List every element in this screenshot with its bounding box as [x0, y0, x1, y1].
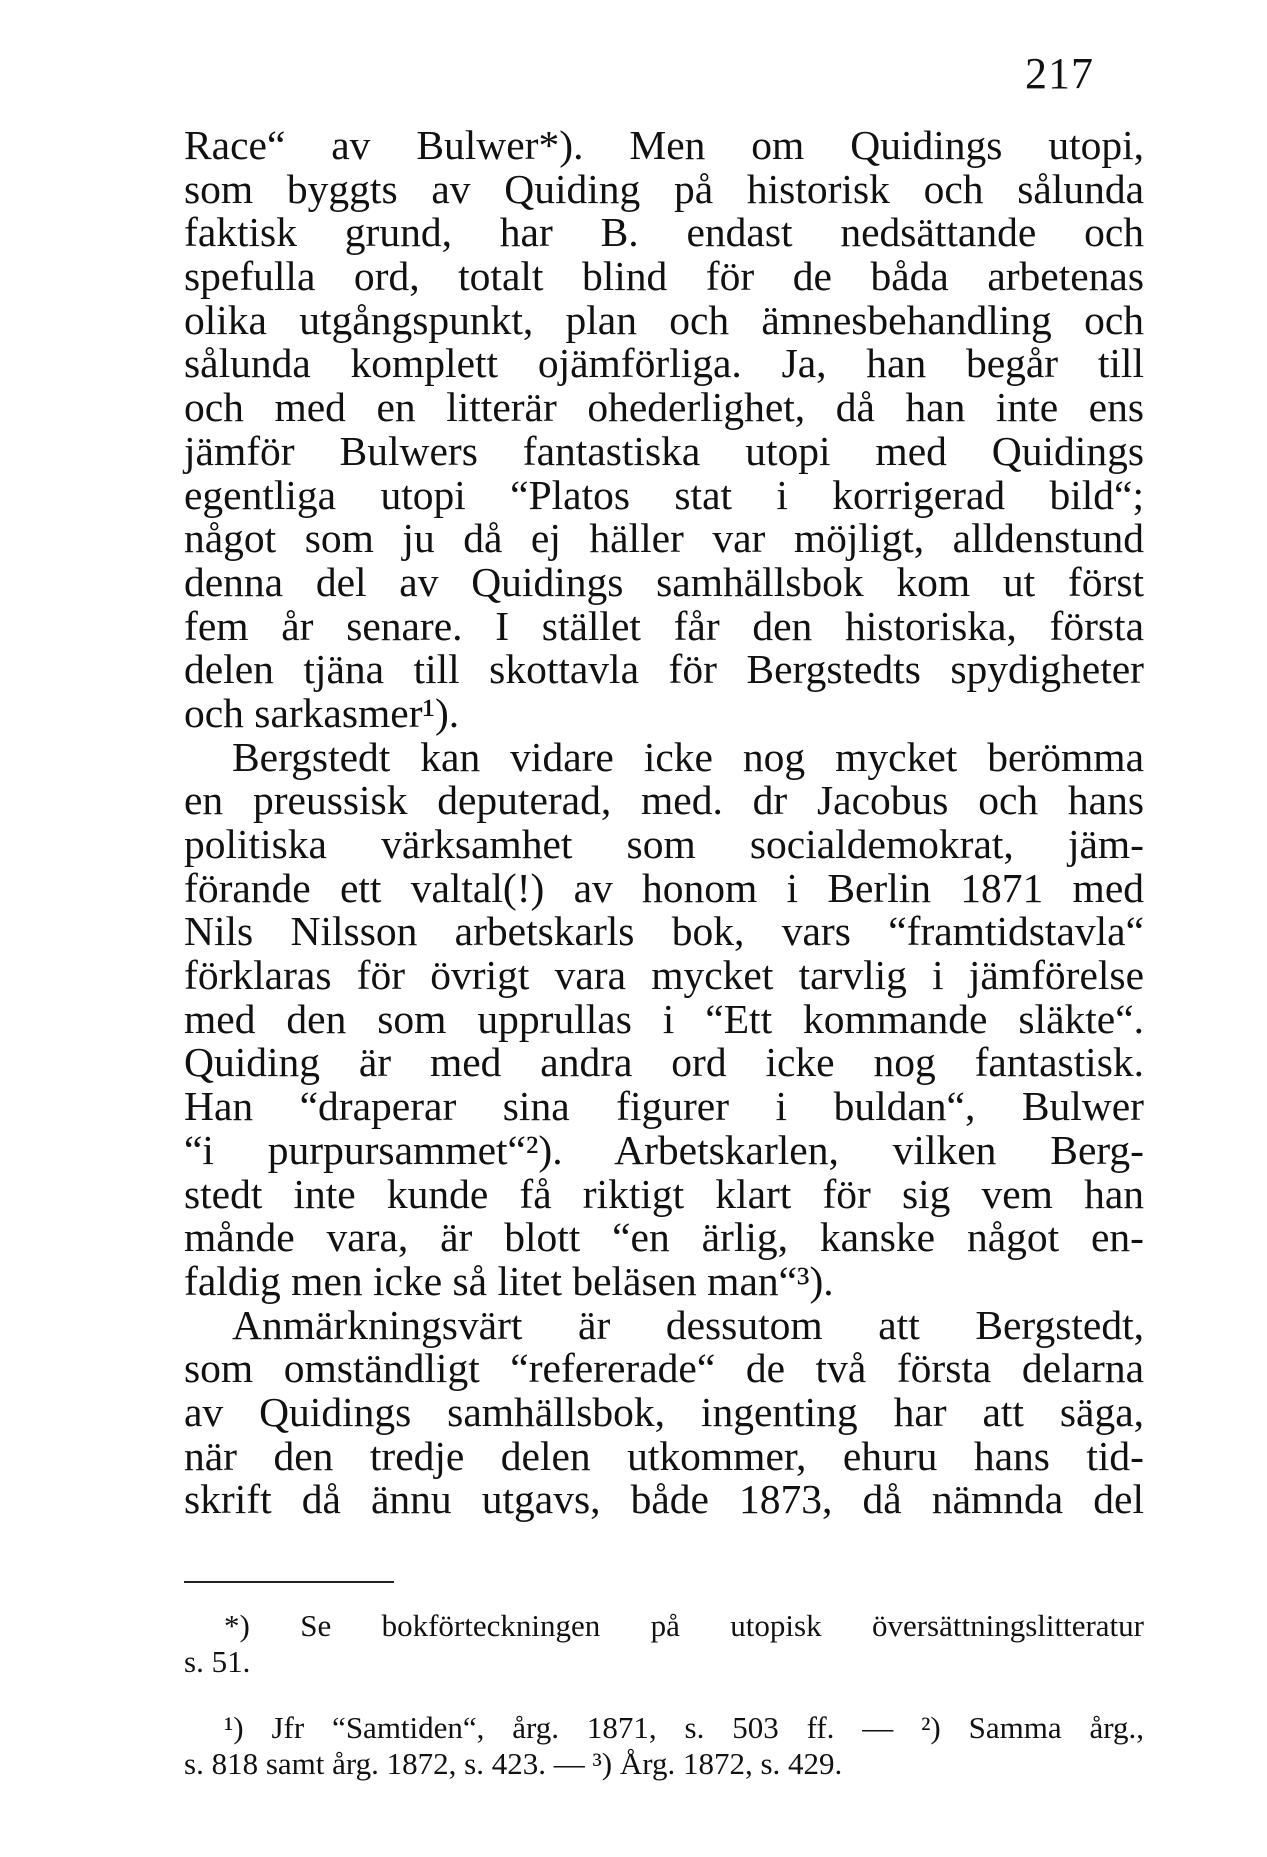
- text-line: en preussisk deputerad, med. dr Jacobus och hans: [184, 777, 1144, 824]
- text-line: när den tredje delen utkommer, ehuru hans tid-: [184, 1432, 1144, 1479]
- paragraph-3: [184, 1301, 1144, 1523]
- text-line: olika utgångspunkt, plan och ämnesbehandling och: [184, 296, 1144, 343]
- footnote-line: ¹) Jfr “Samtiden“, årg. 1871, s. 503 ff. — ²) Samma årg.,: [224, 1710, 1144, 1745]
- footnote-line: s. 818 samt årg. 1872, s. 423. — ³) Årg. 1872, s. 429.: [184, 1746, 843, 1781]
- footnote-numbered: [184, 1710, 1144, 1782]
- page-number: 217: [1025, 49, 1094, 98]
- text-line: denna del av Quidings samhällsbok kom ut först: [184, 558, 1144, 605]
- text-line: jämför Bulwers fantastiska utopi med Quidings: [184, 427, 1144, 474]
- text-line: fem år senare. I stället får den historiska, första: [184, 602, 1144, 649]
- footnote-divider: [184, 1581, 394, 1583]
- text-line: Bergstedt kan vidare icke nog mycket berömma: [232, 733, 1144, 780]
- text-line: egentliga utopi “Platos stat i korrigerad bild“;: [184, 471, 1144, 518]
- paragraph-1: [184, 124, 1144, 736]
- text-line: spefulla ord, totalt blind för de båda arbetenas: [184, 253, 1144, 300]
- body-text: [184, 124, 1144, 1522]
- footnote-line: *) Se bokförteckningen på utopisk översättningslitteratur: [224, 1608, 1144, 1643]
- text-line: faktisk grund, har B. endast nedsättande och: [184, 209, 1144, 256]
- text-line: Nils Nilsson arbetskarls bok, vars “framtidstavla“: [184, 908, 1144, 955]
- text-line: och sarkasmer¹).: [184, 689, 460, 736]
- text-line: Race“ av Bulwer*). Men om Quidings utopi,: [184, 122, 1144, 168]
- text-line: månde vara, är blott “en ärlig, kanske något en-: [184, 1214, 1144, 1261]
- footnote-gap: [184, 1680, 1144, 1710]
- text-line: faldig men icke så litet beläsen man“³).: [184, 1257, 834, 1304]
- text-line: Han “draperar sina figurer i buldan“, Bulwer: [184, 1083, 1144, 1130]
- footnotes: [184, 1608, 1144, 1782]
- text-line: av Quidings samhällsbok, ingenting har att säga,: [184, 1388, 1144, 1435]
- text-line: “i purpursammet“²). Arbetskarlen, vilken Berg-: [184, 1126, 1144, 1173]
- footnote-asterisk: [184, 1608, 1144, 1680]
- text-line: förande ett valtal(!) av honom i Berlin 1871 med: [184, 864, 1144, 911]
- text-line: Quiding är med andra ord icke nog fantastisk.: [184, 1039, 1144, 1086]
- paragraph-2: [184, 733, 1144, 1304]
- text-line: Anmärkningsvärt är dessutom att Bergstedt,: [232, 1301, 1144, 1348]
- text-line: förklaras för övrigt vara mycket tarvlig i jämförelse: [184, 952, 1144, 999]
- text-line: skrift då ännu utgavs, både 1873, då nämnda del: [184, 1476, 1144, 1523]
- text-line: politiska värksamhet som socialdemokrat, jäm-: [184, 821, 1144, 867]
- footnote-line: s. 51.: [184, 1644, 251, 1679]
- text-line: delen tjäna till skottavla för Bergstedts spydigheter: [184, 646, 1144, 693]
- text-line: något som ju då ej häller var möjligt, alldenstund: [184, 515, 1144, 562]
- text-line: med den som upprullas i “Ett kommande släkte“.: [184, 995, 1144, 1042]
- text-line: stedt inte kunde få riktigt klart för sig vem han: [184, 1170, 1144, 1217]
- text-line: som byggts av Quiding på historisk och sålunda: [184, 165, 1144, 212]
- text-line: som omständligt “refererade“ de två första delarna: [184, 1345, 1144, 1392]
- text-line: sålunda komplett ojämförliga. Ja, han begår till: [184, 340, 1144, 387]
- text-line: och med en litterär ohederlighet, då han inte ens: [184, 384, 1144, 431]
